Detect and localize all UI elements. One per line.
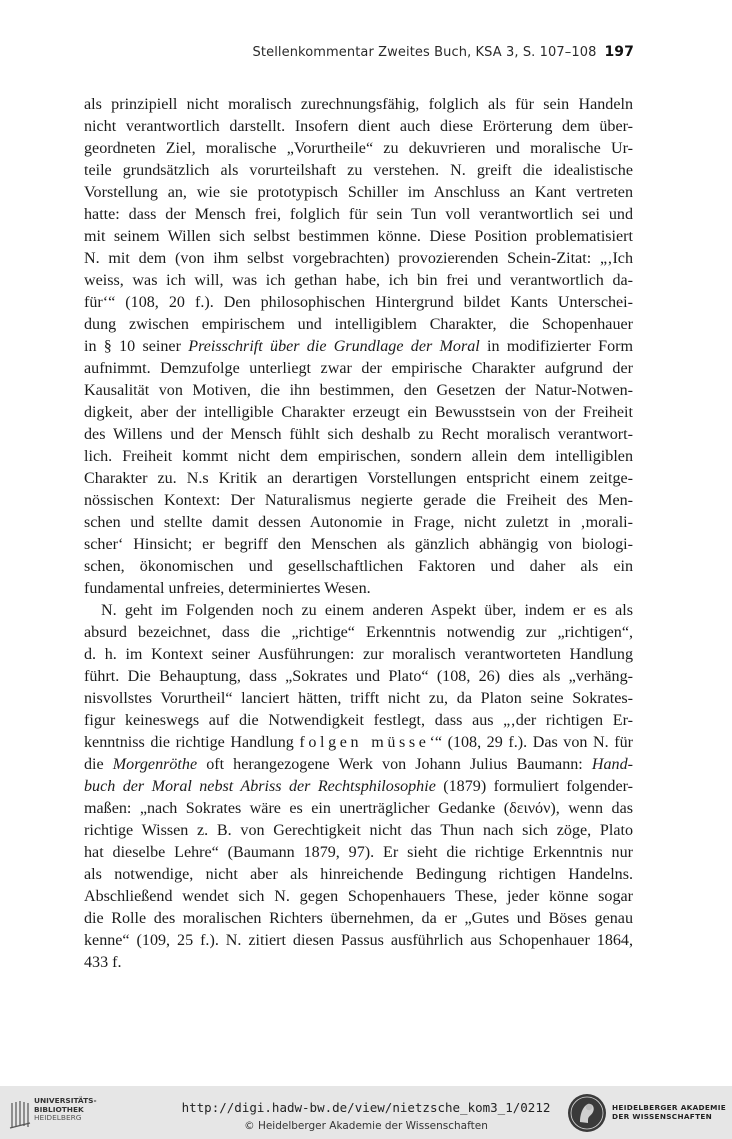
work-title: Morgenröthe <box>112 756 198 773</box>
work-title: Preisschrift über die Grundlage der Moral <box>188 338 480 355</box>
text-line: hatte: dass der Mensch frei, folglich für sein Tun voll verantwortlich sei und <box>84 206 633 223</box>
text-line <box>84 336 633 358</box>
text-line: hat dieselbe Lehre“ (Baumann 1879, 97). Er sieht die richtige Erkenntnis nur <box>84 844 633 861</box>
text-line: kenne“ (109, 25 f.). N. zitiert diesen Passus ausführlich aus Schopenhauer 1864, <box>84 932 633 949</box>
text-line: lich. Freiheit kommt nicht dem empirischen, sondern allein dem intelligiblen <box>84 448 633 465</box>
text-segment: in § 10 seiner <box>84 338 189 355</box>
text-line: teile grundsätzlich als vorurteilshaft zu verstehen. N. greift die idealistische <box>84 162 633 179</box>
text-line: Abschließend wendet sich N. gegen Schopenhauers These, jeder könne sogar <box>84 888 633 905</box>
spaced-emphasis: folgen müsse <box>299 734 430 751</box>
text-segment: (1879) formuliert folgender- <box>435 778 633 795</box>
text-line <box>84 732 633 754</box>
text-line: schen, ökonomischen und gesellschaftlichen Faktoren und daher als ein <box>84 558 633 575</box>
text-line: aufnimmt. Demzufolge unterliegt zwar der empirische Charakter aufgrund der <box>84 360 633 377</box>
source-url-link[interactable]: http://digi.hadw-bw.de/view/nietzsche_kom3_1/0212 <box>181 1100 551 1115</box>
text-segment: oft herangezogene Werk von Johann Julius Baumann: <box>197 756 592 773</box>
text-line: geordneten Ziel, moralische „Vorurtheile“ zu dekuvrieren und moralische Ur- <box>84 140 633 157</box>
academy-seal-icon <box>566 1092 608 1134</box>
text-line: die Rolle des moralischen Richters übernehmen, da er „Gutes und Böses genau <box>84 910 633 927</box>
text-segment: kenntniss die richtige Handlung <box>84 734 300 751</box>
text-line: nisvollstes Vorurtheil“ lanciert hätten, trifft nicht zu, da Platon seine Sokrates- <box>84 690 633 707</box>
text-line: Vorstellung an, wie sie prototypisch Schiller im Anschluss an Kant vertreten <box>84 184 633 201</box>
logo-line: UNIVERSITÄTS- <box>34 1096 97 1105</box>
text-line: N. mit dem (von ihm selbst vorgebrachten) provozierenden Schein-Zitat: „‚Ich <box>84 250 633 267</box>
academy-name <box>612 1103 726 1121</box>
text-line: schen und stellte damit dessen Autonomie in Frage, nicht zuletzt in ‚morali- <box>84 514 633 531</box>
text-line: absurd bezeichnet, dass die „richtige“ Erkenntnis notwendig zur „richtigen“, <box>84 624 633 641</box>
commentary-body <box>84 94 633 974</box>
text-line: digkeit, aber der intelligible Charakter erzeugt ein Bewusstsein von der Freiheit <box>84 404 633 421</box>
text-line: fundamental unfreies, determiniertes Wesen. <box>84 580 371 597</box>
text-line: richtige Wissen z. B. von Gerechtigkeit nicht das Thun nach sich zöge, Plato <box>84 822 633 839</box>
running-title: Stellenkommentar Zweites Buch, KSA 3, S. 107–108 <box>252 45 597 60</box>
text-segment: in modifizierter Form <box>479 338 633 355</box>
text-line: Kausalität von Motiven, die ihn bestimmen, den Gesetzen der Natur-Notwen- <box>84 382 633 399</box>
text-line: weiss, was ich will, was ich gethan habe, ich bin frei und verantwortlich da- <box>84 272 633 289</box>
work-title: Hand- <box>591 756 633 773</box>
text-line: nössischen Kontext: Der Naturalismus negierte gerade die Freiheit des Men- <box>84 492 633 509</box>
running-head <box>84 44 634 60</box>
text-line: als prinzipiell nicht moralisch zurechnungsfähig, folglich als für sein Handeln <box>84 96 633 113</box>
text-segment: ‘“ (108, 29 f.). Das von N. für <box>429 734 633 751</box>
text-line: führt. Die Behauptung, dass „Sokrates und Plato“ (108, 26) dies als „verhäng- <box>84 668 633 685</box>
work-title: buch der Moral nebst Abriss der Rechtsphilosophie <box>84 778 436 795</box>
text-line: d. h. im Kontext seiner Ausführungen: zur moralisch verantworteten Handlung <box>84 646 633 663</box>
page-number: 197 <box>604 44 634 60</box>
text-line: als notwendige, nicht aber als hinreichende Bedingung richtigen Handelns. <box>84 866 633 883</box>
text-line: für‘“ (108, 20 f.). Den philosophischen Hintergrund bildet Kants Unterschei- <box>84 294 633 311</box>
text-line: mit seinem Willen sich selbst bestimmen könne. Diese Position problematisiert <box>84 228 633 245</box>
text-line: nicht verantwortlich darstellt. Insofern dient auch diese Erörterung dem über- <box>84 118 633 135</box>
text-line: Charakter zu. N.s Kritik an derartigen Vorstellungen entspricht einem zeitge- <box>84 470 633 487</box>
logo-line: BIBLIOTHEK <box>34 1104 84 1114</box>
text-line <box>84 776 633 798</box>
text-line: figur keineswegs auf die Notwendigkeit festlegt, dass aus „‚der richtigen Er- <box>84 712 633 729</box>
logo-line: HEIDELBERGER AKADEMIE <box>612 1103 727 1112</box>
text-line: des Willens und der Mensch fühlt sich deshalb zu Recht moralisch verantwort- <box>84 426 633 443</box>
text-segment: die <box>84 756 113 773</box>
text-line: dung zwischen empirischem und intelligiblem Charakter, die Schopenhauer <box>84 316 633 333</box>
text-line <box>84 754 633 776</box>
text-line: N. geht im Folgenden noch zu einem anderen Aspekt über, indem er es als <box>101 602 633 619</box>
text-line: maßen: „nach Sokrates wäre es ein unerträglicher Gedanke (δεινόν), wenn das <box>84 800 633 817</box>
logo-line: DER WISSENSCHAFTEN <box>612 1112 713 1121</box>
text-line: 433 f. <box>84 954 122 971</box>
text-line: scher‘ Hinsicht; er begriff den Menschen als gänzlich abhängig von biologi- <box>84 536 633 553</box>
footer-bar <box>0 1086 732 1139</box>
logo-line: HEIDELBERG <box>34 1113 82 1123</box>
copyright-notice: © Heidelberger Akademie der Wissenschaften <box>244 1120 488 1132</box>
